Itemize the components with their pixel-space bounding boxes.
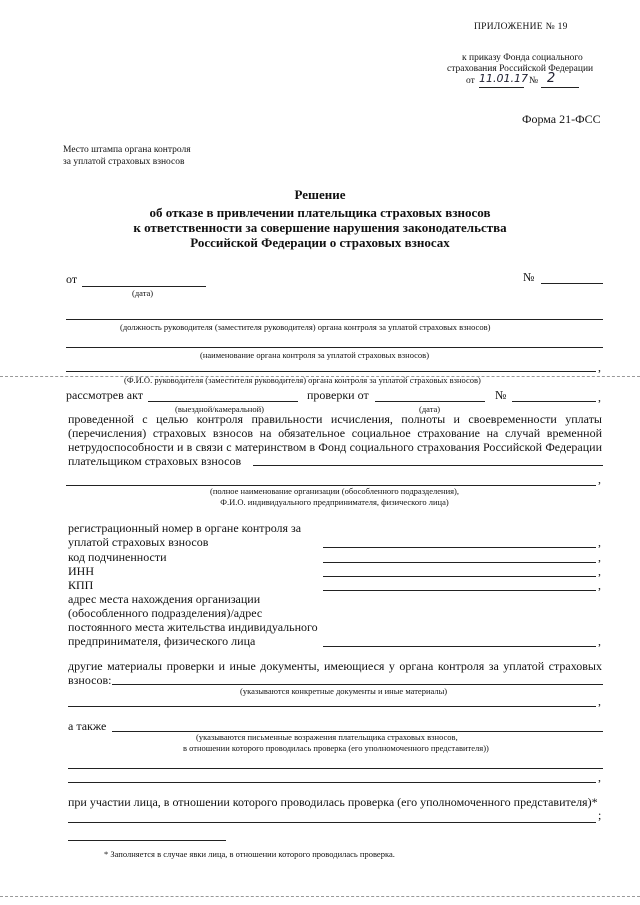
order-date: 11.01.17 (479, 72, 528, 85)
objections-field-2[interactable] (68, 768, 603, 769)
decision-num-sign: № (523, 270, 535, 284)
comma: , (598, 694, 601, 708)
other-materials-line-2: взносов: (68, 673, 112, 687)
materials-caption: (указываются конкретные документы и иные материалы) (240, 686, 448, 696)
decision-date-field[interactable] (82, 286, 206, 287)
head-fio-caption: (Ф.И.О. руководителя (заместителя руководителя) органа контроля за уплатой страховых взносов) (124, 375, 481, 385)
objections-caption-2: в отношении которого проводилась проверка (его уполномоченного представителя)) (183, 743, 489, 753)
document-title-line-2: об отказе в привлечении плательщика страховых взносов (149, 205, 491, 220)
participation-field[interactable] (68, 822, 596, 823)
comma: , (598, 360, 601, 374)
appendix-label: ПРИЛОЖЕНИЕ № 19 (474, 22, 568, 32)
head-fio-field[interactable] (66, 371, 596, 372)
scan-artifact-line (0, 896, 640, 897)
stamp-place-line-1: Место штампа органа контроля (63, 145, 191, 155)
subordination-field[interactable] (323, 562, 596, 563)
reg-number-label-2: уплатой страховых взносов (68, 535, 209, 549)
decision-date-caption: (дата) (132, 288, 154, 298)
reg-number-field[interactable] (323, 547, 596, 548)
order-date-prefix: от (466, 76, 475, 86)
document-title: Решение (294, 187, 346, 202)
org-full-name-caption-1: (полное наименование организации (обособленного подразделения), (209, 486, 459, 496)
address-label-1: адрес места нахождения организации (68, 592, 261, 606)
body-paragraph-line-4: плательщиком страховых взносов (68, 454, 242, 468)
head-position-caption: (должность руководителя (заместителя руководителя) органа контроля за уплатой страховых взносов) (120, 322, 491, 332)
inspection-type-field[interactable] (148, 401, 298, 402)
comma: , (598, 535, 601, 549)
form-name: Форма 21-ФСС (522, 112, 601, 126)
stamp-place-line-2: за уплатой страховых взносов (63, 157, 185, 167)
address-label-4: предпринимателя, физического лица (68, 634, 256, 648)
inn-field[interactable] (323, 576, 596, 577)
address-field[interactable] (323, 646, 596, 647)
comma: , (598, 472, 601, 486)
payer-name-field[interactable] (253, 465, 603, 466)
act-date-field[interactable] (375, 401, 485, 402)
order-num-sign: № (529, 76, 539, 86)
act-number-field[interactable] (512, 401, 596, 402)
org-full-name-caption-2: Ф.И.О. индивидуального предпринимателя, физического лица) (220, 497, 449, 507)
comma: , (598, 390, 601, 404)
order-num-underline (541, 87, 579, 88)
order-date-underline (479, 87, 524, 88)
comma: , (598, 564, 601, 578)
kpp-label: КПП (68, 578, 94, 592)
body-paragraph-line-2: (перечисления) страховых взносов на обязательное социальное страхование на случай временной (68, 426, 602, 440)
also-label: а также (68, 719, 107, 733)
kpp-field[interactable] (323, 590, 596, 591)
act-date-caption: (дата) (419, 404, 441, 414)
decision-number-field[interactable] (541, 283, 603, 284)
comma: , (598, 770, 601, 784)
document-title-line-3: к ответственности за совершение нарушения законодательства (133, 220, 507, 235)
comma: , (598, 634, 601, 648)
order-line-1: к приказу Фонда социального (462, 53, 583, 63)
act-considered-label: рассмотрев акт (66, 388, 144, 402)
order-line-2: страхования Российской Федерации (447, 64, 594, 74)
decision-date-prefix: от (66, 272, 78, 286)
inn-label: ИНН (68, 564, 94, 578)
other-materials-line-1: другие материалы проверки и иные документы, имеющиеся у органа контроля за уплатой страховых (68, 659, 602, 673)
footnote: * Заполняется в случае явки лица, в отношении которого проводилась проверка. (104, 849, 395, 859)
organ-name-caption: (наименование органа контроля за уплатой страховых взносов) (200, 350, 430, 360)
address-label-2: (обособленного подразделения)/адрес (68, 606, 263, 620)
body-paragraph-line-1: проведенной с целью контроля правильности исчисления, полноты и своевременности уплаты (68, 412, 602, 426)
comma: , (598, 550, 601, 564)
other-materials-field[interactable] (112, 684, 603, 685)
footnote-separator (68, 840, 226, 841)
reg-number-label-1: регистрационный номер в органе контроля за (68, 521, 302, 535)
objections-caption-1: (указываются письменные возражения плательщика страховых взносов, (196, 732, 458, 742)
act-inspection-from-label: проверки от (307, 388, 369, 402)
inspection-type-caption: (выездной/камеральной) (175, 404, 264, 414)
objections-field-3[interactable] (68, 782, 596, 783)
comma: , (598, 578, 601, 592)
subordination-label: код подчиненности (68, 550, 167, 564)
semicolon: ; (598, 808, 602, 822)
address-label-3: постоянного места жительства индивидуального (68, 620, 318, 634)
act-num-sign: № (495, 388, 507, 402)
document-title-line-4: Российской Федерации о страховых взносах (190, 235, 450, 250)
organ-name-field[interactable] (66, 347, 603, 348)
head-position-field[interactable] (66, 319, 603, 320)
body-paragraph-line-3: нетрудоспособности и в связи с материнством в Фонд социального страхования Российской Федерации (68, 440, 602, 454)
other-materials-field-2[interactable] (68, 706, 596, 707)
order-num: 2 (547, 71, 556, 86)
participation-label: при участии лица, в отношении которого проводилась проверка (его уполномоченного представителя)* (68, 795, 598, 809)
